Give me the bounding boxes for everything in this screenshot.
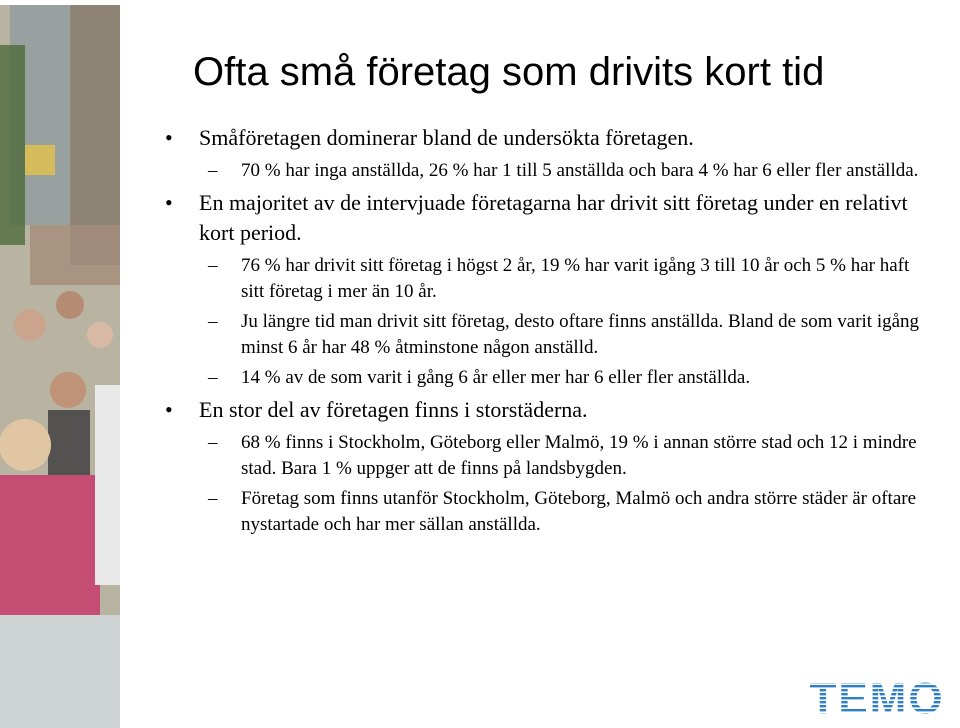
dash-marker: – [208,488,218,509]
sub-bullet-2-3 [165,365,935,391]
street-crowd-photo [0,5,120,728]
bullet-text: En majoritet av de intervjuade företagarna har drivit sitt företag under en relativt kort period. [199,190,908,245]
sub-bullet-text: 68 % finns i Stockholm, Göteborg eller Malmö, 19 % i annan större stad och 12 i mindre stad. Bara 1 % uppger att de finns på landsbygden. [241,432,917,479]
bullet-3 [165,395,935,425]
sub-bullet-3-1 [165,430,935,482]
bullet-marker: • [165,397,173,422]
sub-bullet-1-1 [165,158,935,184]
sub-bullet-text: Företag som finns utanför Stockholm, Göteborg, Malmö och andra större städer är oftare nystartade och har mer sällan anställda. [241,488,917,535]
bullet-marker: • [165,190,173,215]
sub-bullet-text: 70 % har inga anställda, 26 % har 1 till 5 anställda och bara 4 % har 6 eller fler anställda. [241,160,919,181]
dash-marker: – [208,160,218,181]
dash-marker: – [208,367,218,388]
bullet-2 [165,188,935,248]
sub-bullet-2-1 [165,253,935,305]
sub-bullet-text: Ju längre tid man drivit sitt företag, desto oftare finns anställda. Bland de som varit igång minst 6 år har 48 % åtminstone någon anställd. [241,311,920,358]
bullet-marker: • [165,125,173,150]
sub-bullet-text: 76 % har drivit sitt företag i högst 2 år, 19 % har varit igång 3 till 10 år och 5 % har haft sitt företag i mer än 10 år. [241,255,910,302]
bullet-1 [165,123,935,153]
dash-marker: – [208,311,218,332]
bullet-list [165,123,935,542]
sub-bullet-2-2 [165,309,935,361]
dash-marker: – [208,432,218,453]
bullet-text: En stor del av företagen finns i storstäderna. [199,397,588,422]
dash-marker: – [208,255,218,276]
svg-text:TEMO: TEMO [809,677,945,717]
temo-logo [797,677,957,717]
bullet-text: Småföretagen dominerar bland de undersökta företagen. [199,125,694,150]
slide-title: Ofta små företag som drivits kort tid [193,50,825,94]
sub-bullet-text: 14 % av de som varit i gång 6 år eller mer har 6 eller fler anställda. [241,367,751,388]
sub-bullet-3-2 [165,486,935,538]
